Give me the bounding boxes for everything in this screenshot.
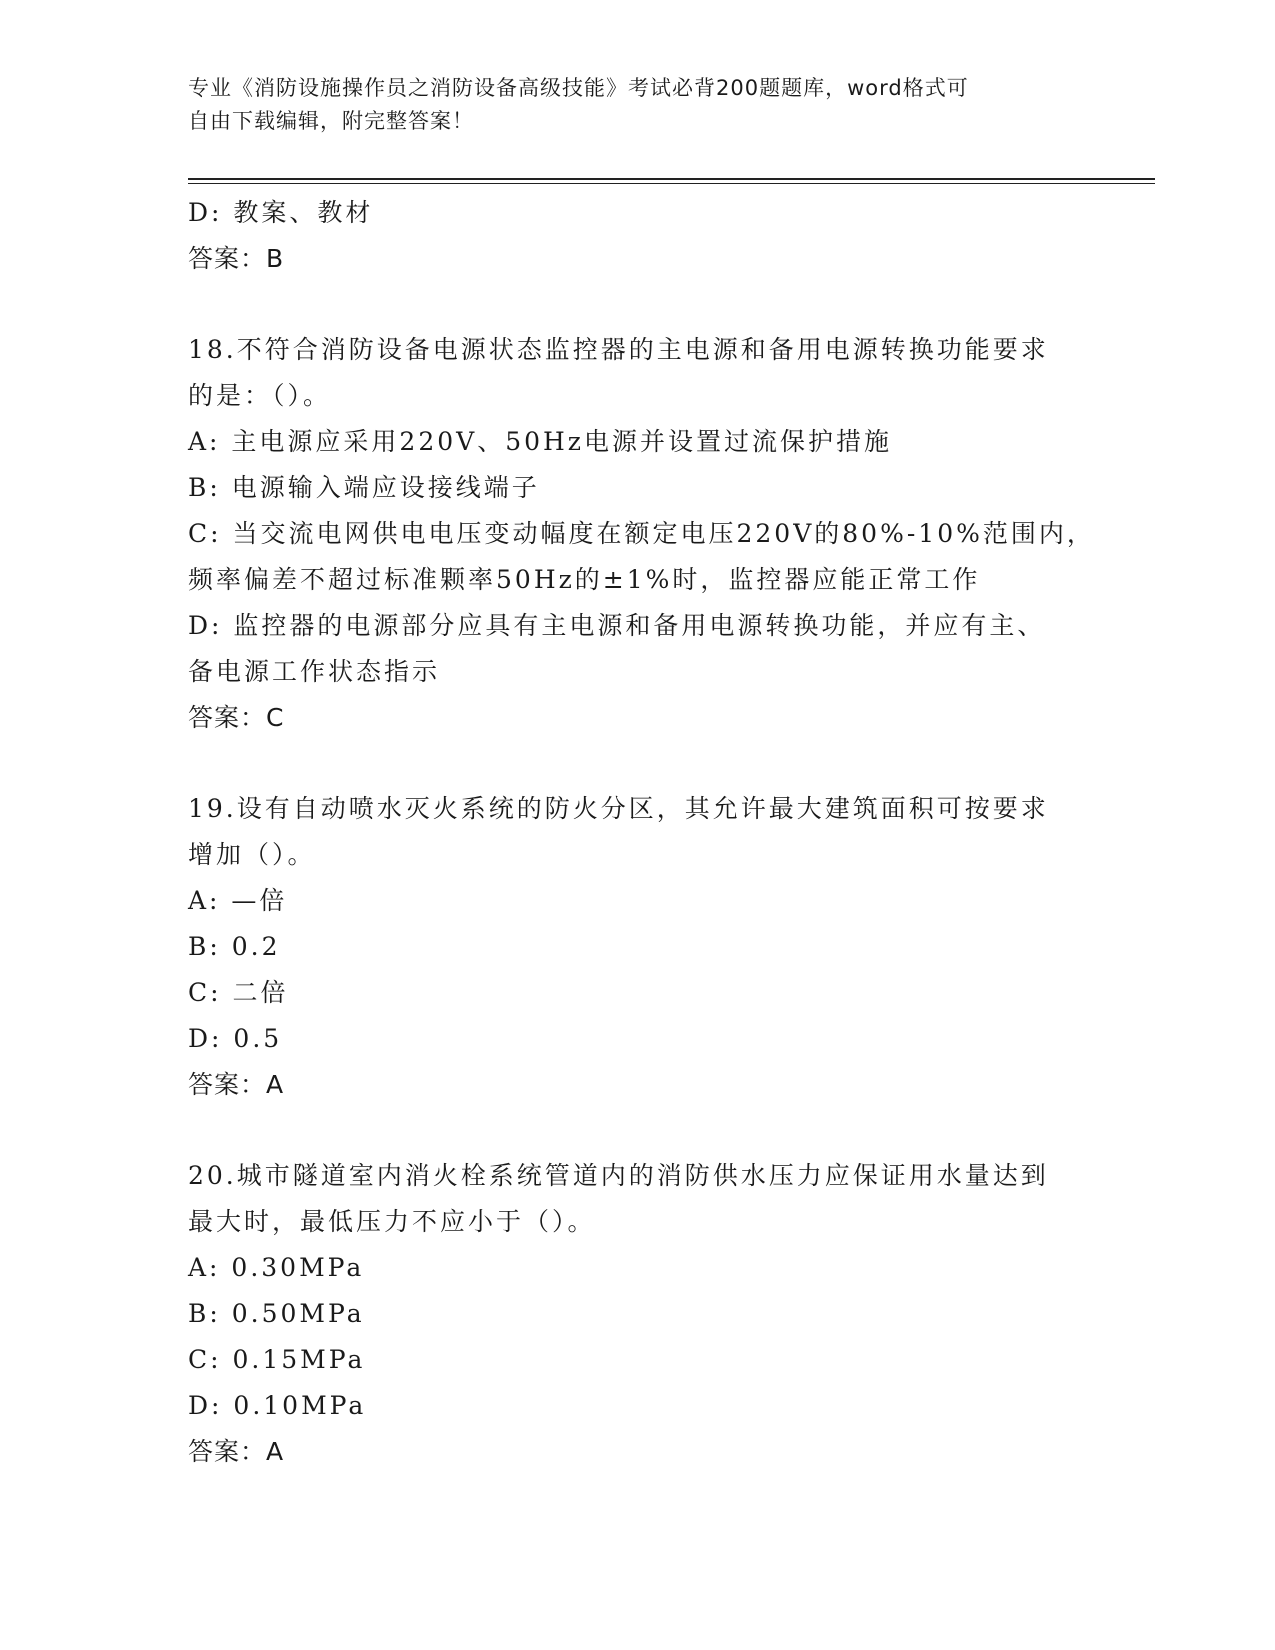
option-b: B: 0.2 — [188, 932, 281, 961]
option-b: B: 0.50MPa — [188, 1299, 365, 1328]
answer-line: 答案：A — [188, 1070, 285, 1099]
option-c: C: 二倍 — [188, 978, 289, 1007]
option-d: D: 0.5 — [188, 1024, 283, 1053]
question-stem-continued: 最大时，最低压力不应小于（）。 — [188, 1207, 596, 1236]
option-b: B: 电源输入端应设接线端子 — [188, 473, 540, 502]
answer-line: 答案：C — [188, 703, 285, 732]
question-stem: 19.设有自动喷水灭火系统的防火分区，其允许最大建筑面积可按要求 — [188, 794, 1049, 823]
question-stem: 20.城市隧道室内消火栓系统管道内的消防供水压力应保证用水量达到 — [188, 1161, 1049, 1190]
option-a: A: —倍 — [188, 886, 288, 915]
option-d: D: 0.10MPa — [188, 1391, 367, 1420]
header-line-1: 专业《消防设施操作员之消防设备高级技能》考试必背200题题库，word格式可 — [188, 76, 969, 100]
option-c: C: 0.15MPa — [188, 1345, 366, 1374]
question-18 — [188, 327, 1095, 741]
option-c-continued: 频率偏差不超过标准颗率50Hz的±1%时，监控器应能正常工作 — [188, 565, 981, 594]
document-header — [188, 72, 1088, 138]
question-19 — [188, 786, 1088, 1108]
question-20 — [188, 1153, 1088, 1475]
option-a: A: 0.30MPa — [188, 1253, 365, 1282]
answer-line: 答案：B — [188, 244, 285, 273]
question-stem-continued: 增加（）。 — [188, 840, 316, 869]
option-d-continued: 备电源工作状态指示 — [188, 657, 441, 686]
header-line-2: 自由下载编辑，附完整答案！ — [188, 109, 474, 133]
option-c: C: 当交流电网供电电压变动幅度在额定电压220V的80%-10%范围内， — [188, 519, 1095, 548]
answer-line: 答案：A — [188, 1437, 285, 1466]
header-divider-thin — [188, 183, 1155, 184]
document-body — [188, 190, 1095, 1475]
option-a: A: 主电源应采用220V、50Hz电源并设置过流保护措施 — [188, 427, 892, 456]
option-d: D: 监控器的电源部分应具有主电源和备用电源转换功能，并应有主、 — [188, 611, 1046, 640]
question-stem: 18.不符合消防设备电源状态监控器的主电源和备用电源转换功能要求 — [188, 335, 1049, 364]
question-stem-continued: 的是：（）。 — [188, 381, 332, 410]
header-divider-thick — [188, 178, 1155, 180]
previous-question-tail — [188, 190, 1088, 282]
option-d: D: 教案、教材 — [188, 198, 374, 227]
